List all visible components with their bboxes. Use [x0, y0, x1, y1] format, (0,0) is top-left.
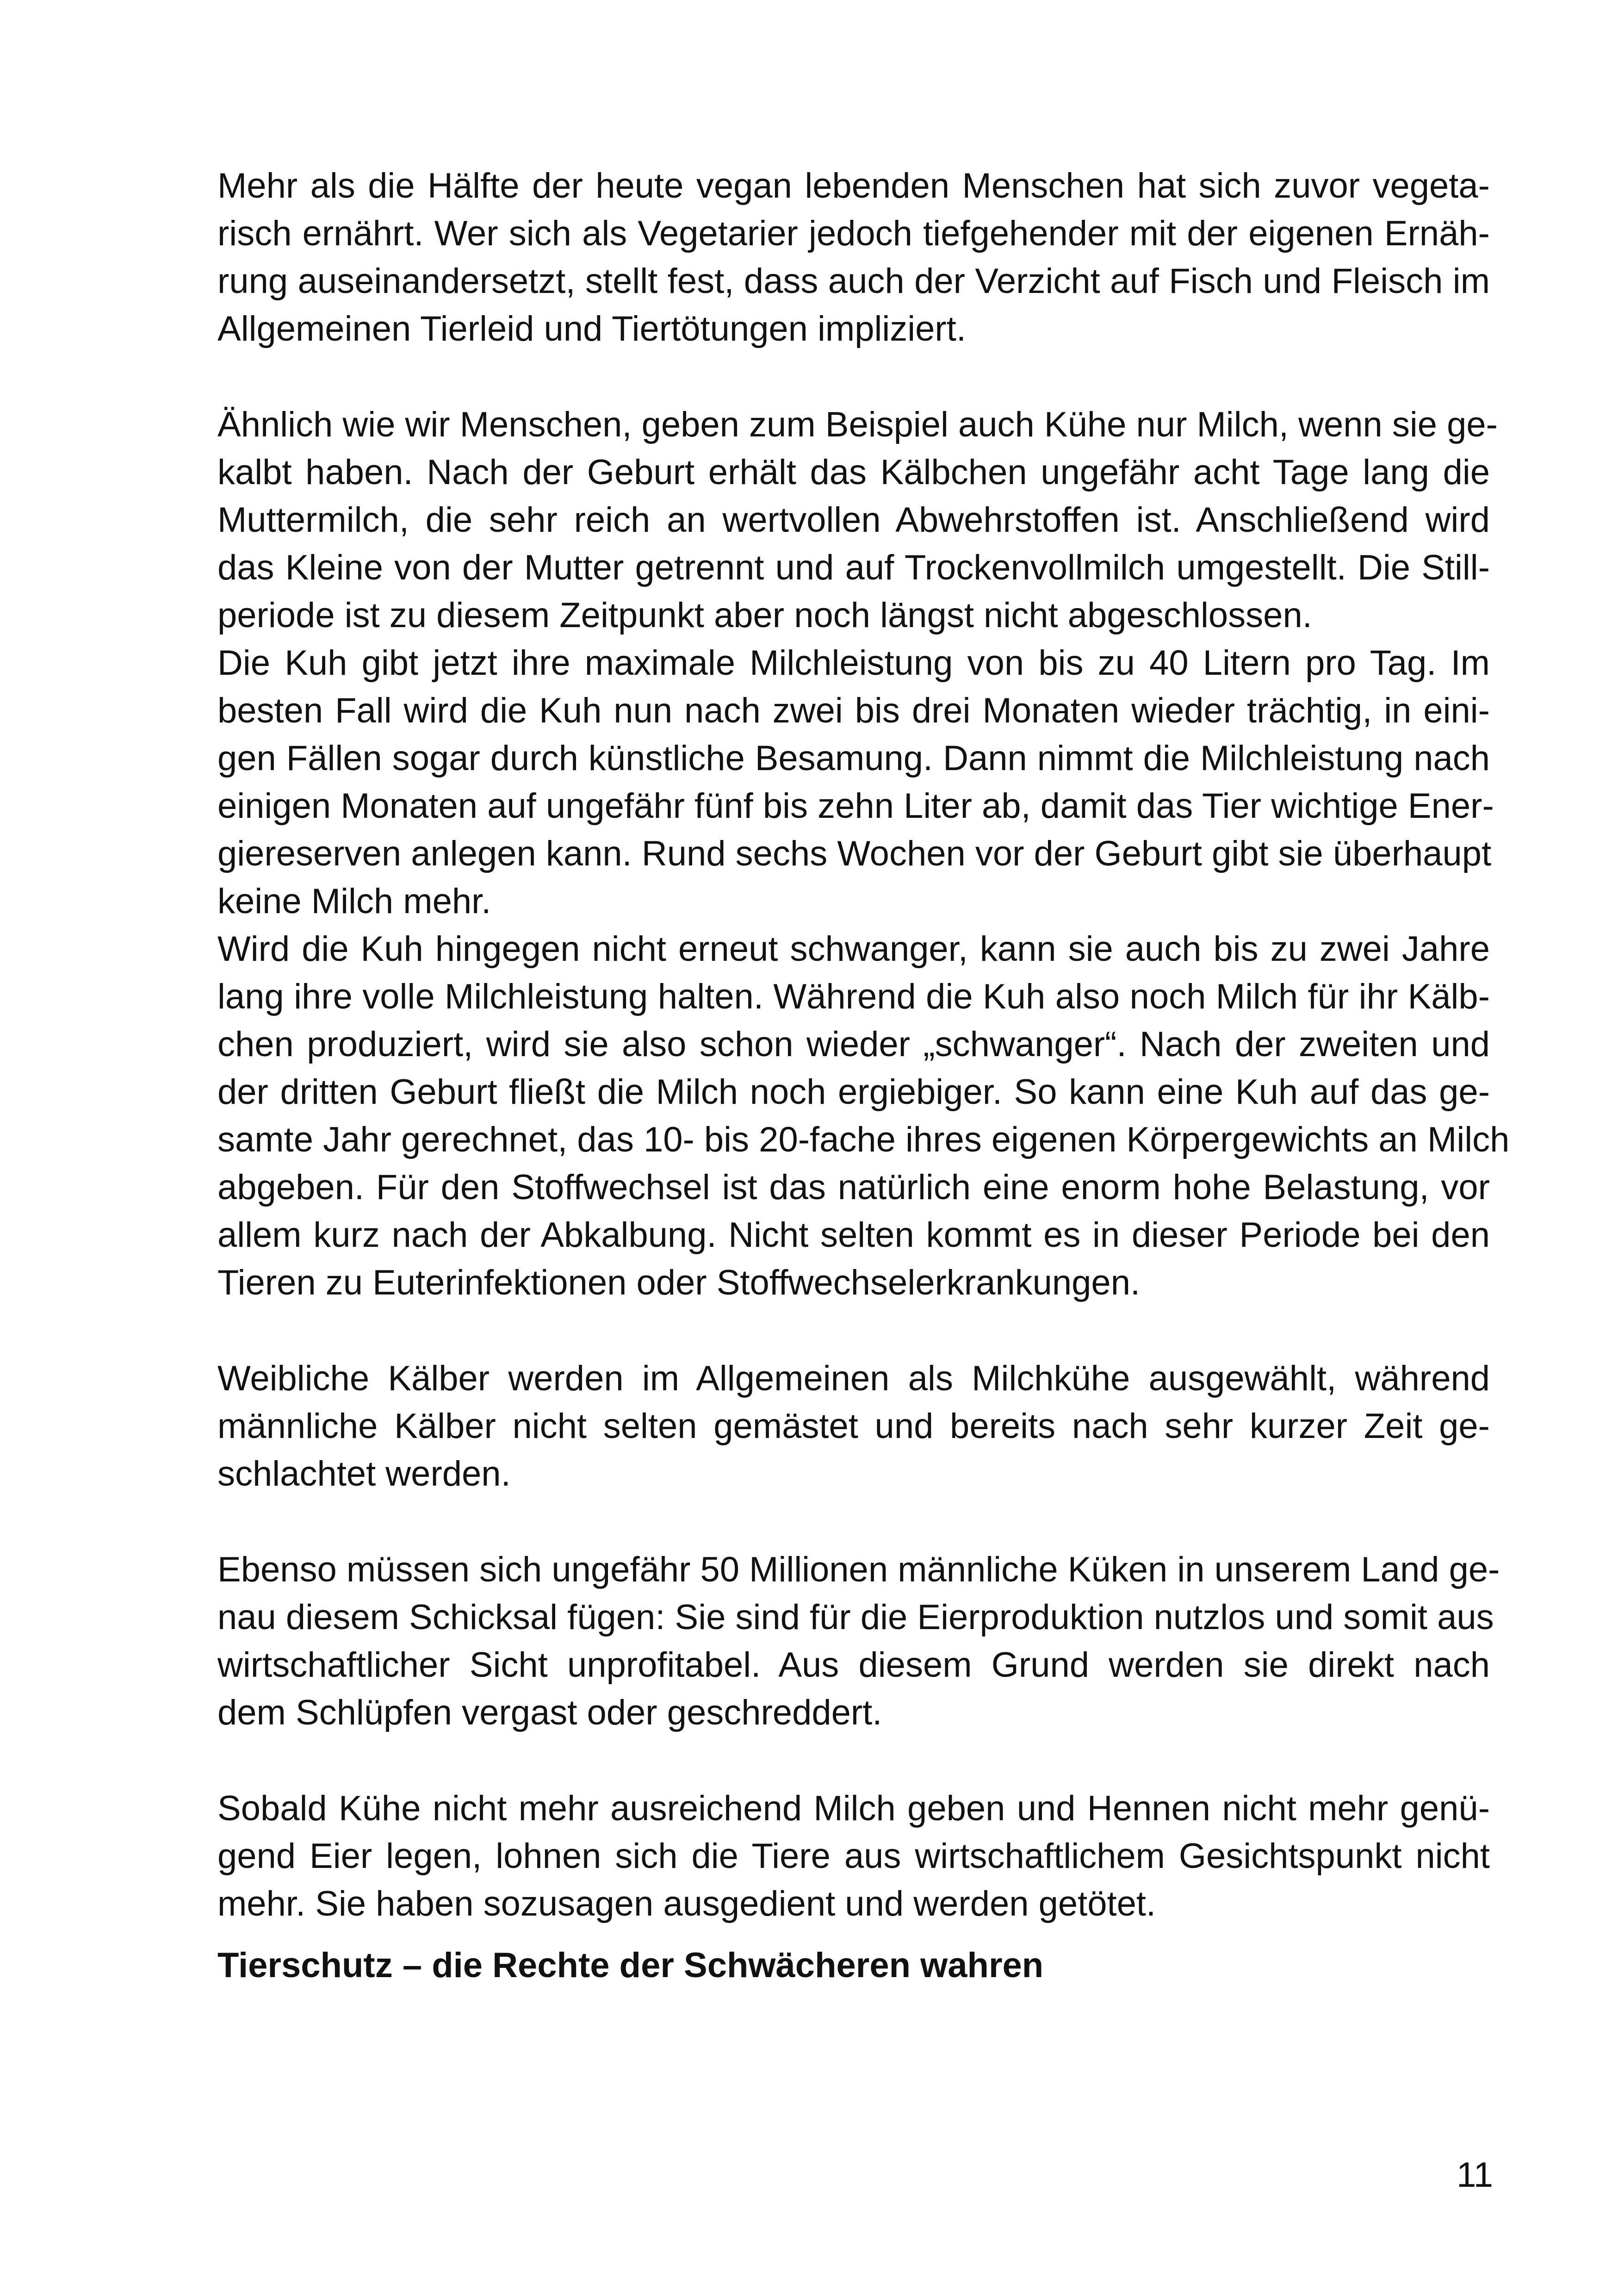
text-line: chen produziert, wird sie also schon wieder „schwanger“. Nach der zweiten und: [217, 1025, 1490, 1064]
paragraph-chicks: [217, 1546, 1500, 1736]
text-line: männliche Kälber nicht selten gemästet und bereits nach sehr kurzer Zeit ge-: [217, 1406, 1490, 1446]
text-line: besten Fall wird die Kuh nun nach zwei bis drei Monaten wieder trächtig, in eini-: [217, 691, 1490, 730]
paragraph-vegetarian-intro: [217, 162, 1490, 353]
text-line: Weibliche Kälber werden im Allgemeinen als Milchkühe ausgewählt, während: [217, 1359, 1490, 1398]
paragraph-spacer: [217, 1736, 1490, 1785]
text-line: schlachtet werden.: [217, 1454, 511, 1493]
page-number: 11: [1457, 2155, 1493, 2195]
text-line: Sobald Kühe nicht mehr ausreichend Milch geben und Hennen nicht mehr genü-: [217, 1789, 1490, 1828]
text-line: periode ist zu diesem Zeitpunkt aber noch längst nicht abgeschlossen.: [217, 596, 1312, 635]
paragraph-cow-milk-birth: [217, 401, 1498, 639]
text-line: der dritten Geburt fließt die Milch noch ergiebiger. So kann eine Kuh auf das ge-: [217, 1072, 1490, 1112]
text-line: Tieren zu Euterinfektionen oder Stoffwechselerkrankungen.: [217, 1263, 1141, 1302]
text-line: einigen Monaten auf ungefähr fünf bis zehn Liter ab, damit das Tier wichtige Ener-: [217, 786, 1494, 826]
text-line: allem kurz nach der Abkalbung. Nicht selten kommt es in dieser Periode bei den: [217, 1215, 1490, 1255]
text-line: samte Jahr gerechnet, das 10- bis 20-fache ihres eigenen Körpergewichts an Milch: [217, 1120, 1510, 1159]
text-line: Wird die Kuh hingegen nicht erneut schwanger, kann sie auch bis zu zwei Jahre: [217, 929, 1490, 969]
paragraph-spacer: [217, 1498, 1490, 1546]
text-line: wirtschaftlicher Sicht unprofitabel. Aus diesem Grund werden sie direkt nach: [217, 1645, 1490, 1685]
text-line: das Kleine von der Mutter getrennt und auf Trockenvollmilch umgestellt. Die Still-: [217, 548, 1490, 587]
text-line: gend Eier legen, lohnen sich die Tiere aus wirtschaftlichem Gesichtspunkt nicht: [217, 1836, 1490, 1876]
text-line: Die Kuh gibt jetzt ihre maximale Milchleistung von bis zu 40 Litern pro Tag. Im: [217, 643, 1490, 683]
heading-spacer: [217, 1928, 1490, 1941]
text-line: risch ernährt. Wer sich als Vegetarier jedoch tiefgehender mit der eigenen Ernäh-: [217, 214, 1490, 253]
text-line: gen Fällen sogar durch künstliche Besamung. Dann nimmt die Milchleistung nach: [217, 739, 1490, 778]
paragraph-slaughter: [217, 1785, 1490, 1928]
text-line: dem Schlüpfen vergast oder geschreddert.: [217, 1693, 882, 1732]
paragraph-calves: [217, 1355, 1490, 1498]
text-line: rung auseinandersetzt, stellt fest, dass auch der Verzicht auf Fisch und Fleisch im: [217, 261, 1490, 301]
text-line: lang ihre volle Milchleistung halten. Während die Kuh also noch Milch für ihr Kälb-: [217, 977, 1490, 1016]
text-line: Mehr als die Hälfte der heute vegan lebenden Menschen hat sich zuvor vegeta-: [217, 166, 1490, 205]
text-line: keine Milch mehr.: [217, 882, 491, 921]
text-line: mehr. Sie haben sozusagen ausgedient und werden getötet.: [217, 1884, 1156, 1923]
paragraph-milk-output: [217, 639, 1494, 925]
paragraph-spacer: [217, 1307, 1490, 1355]
page-body: [217, 162, 1510, 1989]
section-heading: Tierschutz – die Rechte der Schwächeren wahren: [217, 1946, 1044, 1985]
text-line: Ähnlich wie wir Menschen, geben zum Beispiel auch Kühe nur Milch, wenn sie ge-: [217, 405, 1498, 444]
text-line: kalbt haben. Nach der Geburt erhält das Kälbchen ungefähr acht Tage lang die: [217, 453, 1490, 492]
text-line: giereserven anlegen kann. Rund sechs Wochen vor der Geburt gibt sie überhaupt: [217, 834, 1492, 873]
paragraph-spacer: [217, 353, 1490, 401]
text-line: abgeben. Für den Stoffwechsel ist das natürlich eine enorm hohe Belastung, vor: [217, 1168, 1490, 1207]
paragraph-pregnancy-cycle: [217, 925, 1510, 1307]
text-line: Allgemeinen Tierleid und Tiertötungen impliziert.: [217, 309, 966, 348]
text-line: Ebenso müssen sich ungefähr 50 Millionen männliche Küken in unserem Land ge-: [217, 1550, 1500, 1589]
text-line: Muttermilch, die sehr reich an wertvollen Abwehrstoffen ist. Anschließend wird: [217, 500, 1490, 540]
text-line: nau diesem Schicksal fügen: Sie sind für die Eierproduktion nutzlos und somit aus: [217, 1598, 1494, 1637]
